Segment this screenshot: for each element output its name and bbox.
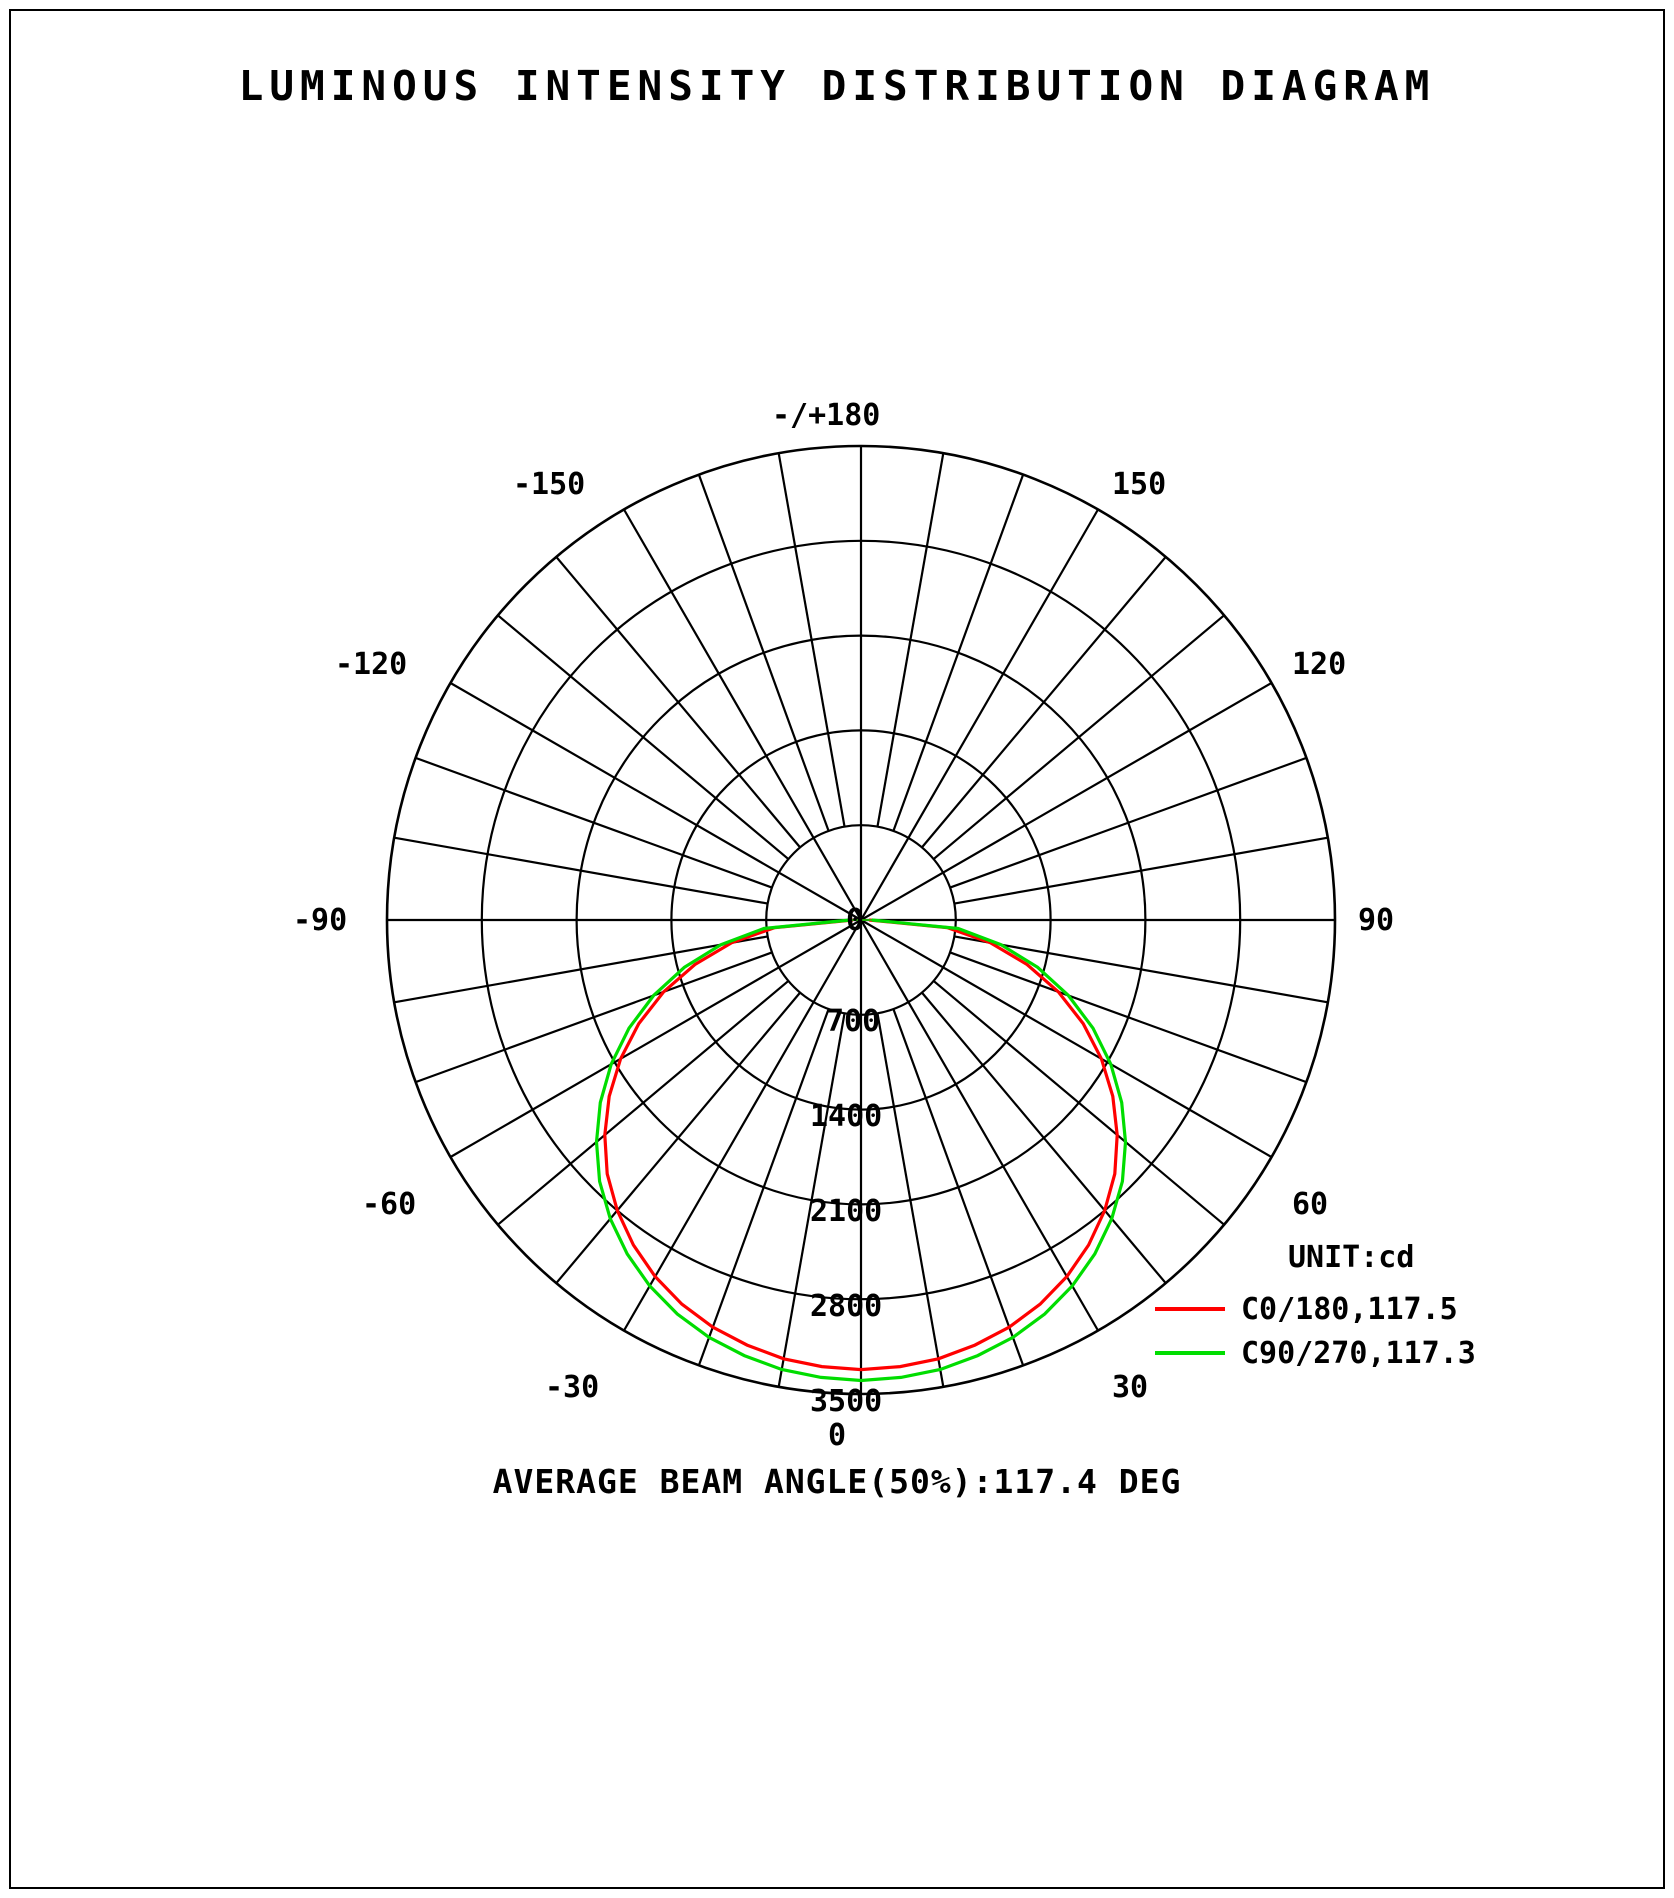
page-title: LUMINOUS INTENSITY DISTRIBUTION DIAGRAM — [238, 62, 1436, 110]
angle-label-60: -60 — [362, 1187, 417, 1222]
radial-label-3500: 3500 — [810, 1384, 883, 1419]
angle-label-150: 150 — [1112, 467, 1167, 502]
radial-label-2800: 2800 — [810, 1289, 883, 1324]
angle-label-60: 60 — [1292, 1187, 1329, 1222]
angle-label-90: 90 — [1358, 903, 1395, 938]
beam-angle-note: AVERAGE BEAM ANGLE(50%):117.4 DEG — [492, 1462, 1182, 1501]
radial-label-1400: 1400 — [810, 1099, 883, 1134]
legend-swatch-c90 — [1155, 1351, 1225, 1355]
legend-item-c90 — [1155, 1331, 1495, 1375]
radial-label-700: 700 — [826, 1004, 881, 1039]
center-zero-label: 0 — [846, 903, 865, 938]
legend-swatch-c0 — [1155, 1307, 1225, 1311]
angle-label-150: -150 — [513, 467, 586, 502]
legend-item-c0 — [1155, 1287, 1495, 1331]
radial-label-2100: 2100 — [810, 1194, 883, 1229]
angle-label-120: 120 — [1292, 647, 1347, 682]
angle-label-90: -90 — [293, 903, 348, 938]
angle-label-30: 30 — [1112, 1370, 1149, 1405]
legend-label-c90: C90/270,117.3 — [1241, 1335, 1476, 1371]
legend — [1155, 1240, 1495, 1375]
angle-label-30: -30 — [545, 1370, 600, 1405]
legend-unit-label: UNIT:cd — [1288, 1240, 1415, 1275]
bottom-zero-label: 0 — [827, 1418, 847, 1453]
angle-label-180: -/+180 — [772, 398, 881, 433]
legend-label-c0: C0/180,117.5 — [1241, 1291, 1458, 1327]
angle-label-120: -120 — [335, 647, 408, 682]
